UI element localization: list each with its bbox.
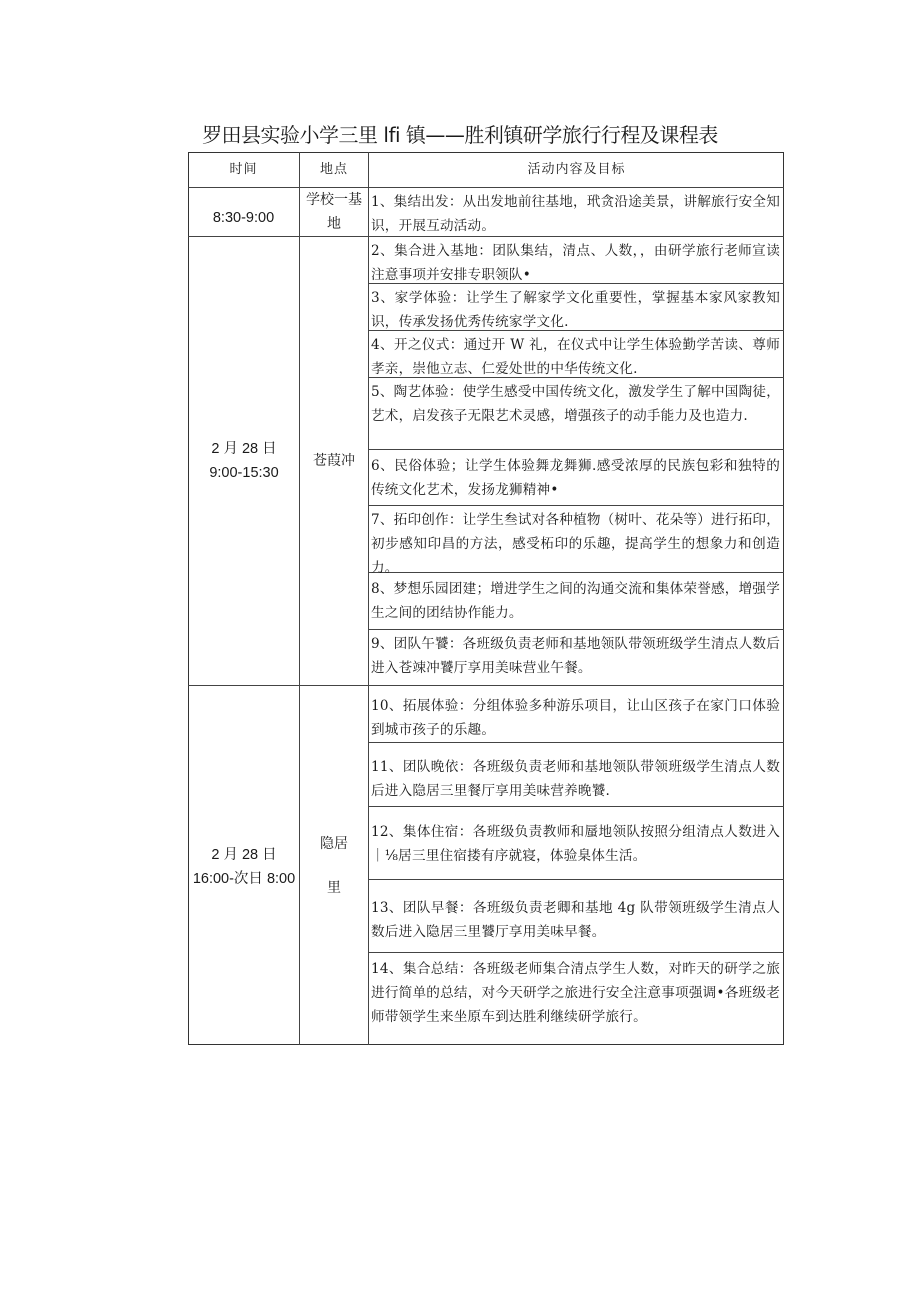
row-place-line2: 里 (327, 880, 341, 896)
activity-divider (368, 806, 784, 807)
activity-item: 12、集体住宿：各班级负责教师和蜃地领队按照分组清点人数进入｜⅛居三里住宿搂有序就寝，体验臬体生活。 (371, 824, 780, 864)
header-activity: 活动内容及目标 (527, 162, 626, 177)
activity-item: 5、陶艺体验：使学生感受中国传统文化，激发学生了解中国陶徒，艺术，启发孩子无限艺术灵感，增强孩子的动手能力及也造力. (371, 384, 780, 424)
header-place: 地点 (319, 162, 348, 177)
activity-divider (368, 449, 784, 450)
row-time: 2 月 28 日 9:00-15:30 (209, 441, 279, 481)
activity-divider (368, 879, 784, 880)
header-time: 时间 (229, 162, 258, 177)
row-time-range: 16:00-次日 8:00 (192, 871, 296, 887)
activity-item: 10、拓展体验：分组体验多种游乐项目，让山区孩子在家门口体验到城市孩子的乐趣。 (371, 698, 780, 738)
activity-item: 2、集合进入基地：团队集结，清点、人数，，由研学旅行老师宣读注意事项并安排专职领队• (371, 243, 780, 283)
activity-item: 8、梦想乐园团建；增进学生之间的沟通交流和集体荣誉感，增强学生之间的团结协作能力。 (371, 581, 780, 621)
activity-divider (368, 742, 784, 743)
activity-divider (368, 952, 784, 953)
row-time: 8:30-9:00 (212, 210, 275, 226)
activity-item: 6、民俗体验；让学生体验舞龙舞狮.感受浓厚的民族包彩和独特的传统文化艺术，发扬龙狮精神• (371, 458, 780, 498)
activity-item: 7、拓印创作：让学生叁试对各种植物（树叶、花朵等）进行拓印，初步感知印昌的方法，感受柘印的乐趣，提高学生的想象力和创造力。 (371, 512, 780, 576)
activity-item: 11、团队晚依：各班级负责老师和基地领队带领班级学生清点人数后进入隐居三里餐厅享用美味营养晚饕. (371, 759, 780, 799)
activity-item: 13、团队早餐：各班级负责老卿和基地 4g 队带领班级学生清点人数后进入隐居三里饕厅享用美味早餐。 (371, 900, 780, 940)
row-place: 苍葭冲 (313, 453, 355, 469)
activity-item: 1、集结出发：从出发地前往基地，玳贪沿途美景，讲解旅行安全知识，开展互动活动。 (371, 194, 780, 234)
activity-item: 9、团队午饕：各班级负责老师和基地领队带领班级学生清点人数后进入苍竦冲饕厅享用美味营业午餐。 (371, 636, 780, 676)
row-place-line1: 隐居 (320, 836, 348, 852)
activity-item: 4、开之仪式：通过开 W 礼，在仪式中让学生体验勤学苦读、尊师孝亲，崇他立志、仁爱处世的中华传统文化. (371, 337, 780, 377)
document-title: 罗田县实验小学三里 lfi 镇——胜利镇研学旅行行程及课程表 (202, 123, 718, 147)
activity-item: 14、集合总结：各班级老师集合清点学生人数，对昨天的研学之旅进行简单的总结，对今天研学之旅进行安全注意事项强调•各班级老师带领学生来坐原车到达胜利继续研学旅行。 (371, 961, 780, 1025)
row-time-date: 2 月 28 日 (211, 847, 277, 863)
activity-item: 3、家学体验：让学生了解家学文化重要性，掌握基本家风家教知识，传承发扬优秀传统家学文化. (371, 290, 780, 330)
row-divider (188, 685, 784, 686)
row-place: 学校一基地 (306, 192, 362, 232)
